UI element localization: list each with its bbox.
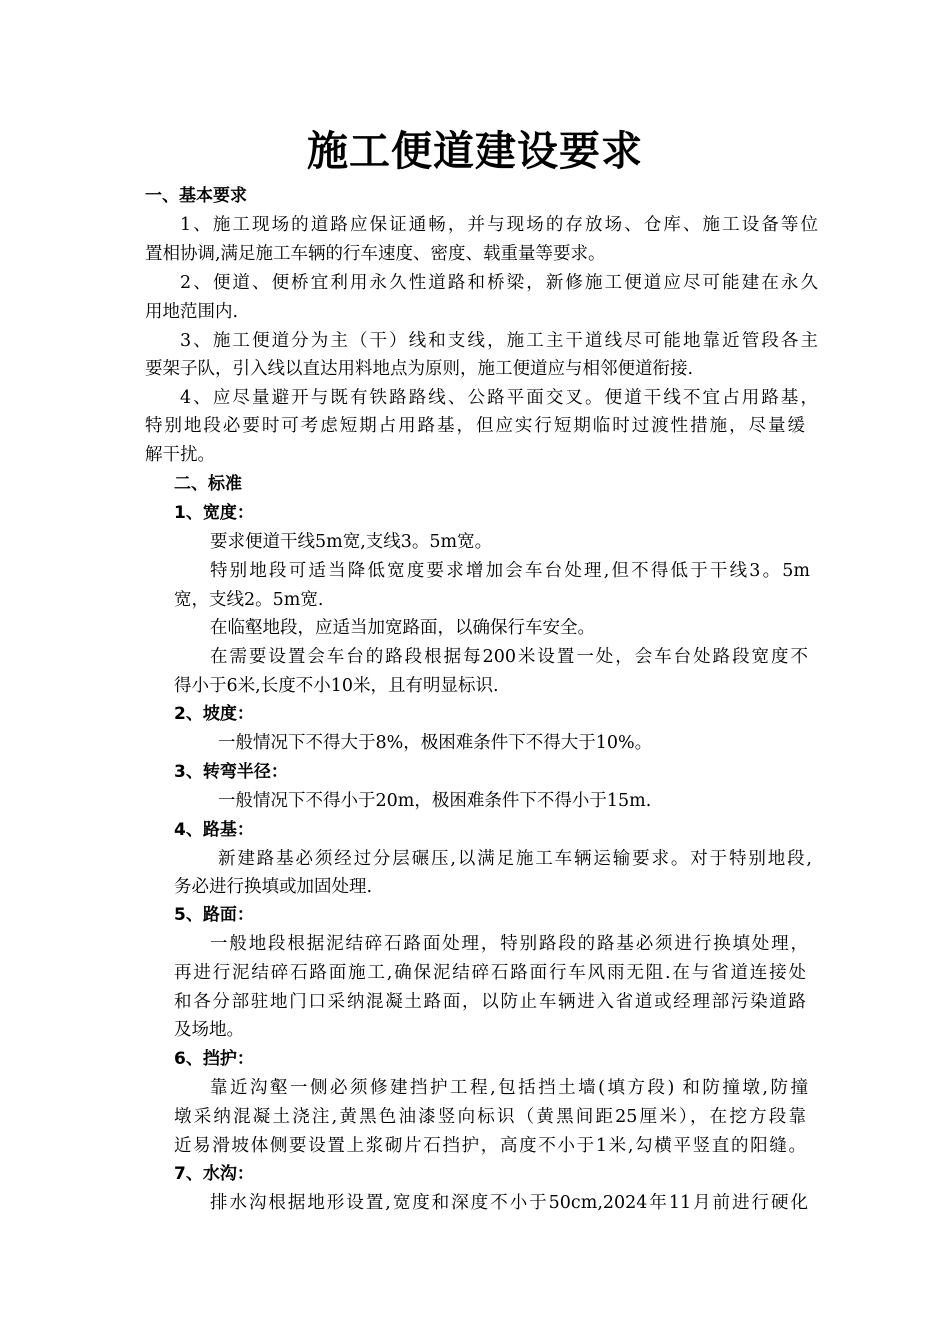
paragraph-line: 在临壑地段，应适当加宽路面，以确保行车安全。 [210, 618, 595, 638]
subheading-width: 1、宽度： [174, 503, 254, 523]
paragraph-line: 要架子队，引入线以直达用料地点为原则，施工便道应与相邻便道衔接. [145, 359, 694, 379]
paragraph-line: 再进行泥结碎石路面施工,确保泥结碎石路面行车风雨无阻.在与省道连接处 [174, 963, 806, 983]
paragraph-line: 和各分部驻地门口采纳混凝土路面，以防止车辆进入省道或经理部污染道路 [174, 992, 806, 1012]
section-heading-basic: 一、基本要求 [145, 186, 247, 206]
paragraph-line: 4、应尽量避开与既有铁路路线、公路平面交叉。便道干线不宜占用路基， [180, 388, 818, 408]
paragraph-line: 特别地段可适当降低宽度要求增加会车台处理,但不得低于干线3。5m [210, 561, 810, 581]
paragraph-line: 新建路基必须经过分层碾压,以满足施工车辆运输要求。对于特别地段, [218, 849, 812, 869]
paragraph-line: 靠近沟壑一侧必须修建挡护工程,包括挡土墙(填方段) 和防撞墩,防撞 [210, 1078, 808, 1098]
paragraph-line: 得小于6米,长度不小10米，且有明显标识. [174, 676, 499, 696]
paragraph-line: 1、施工现场的道路应保证通畅，并与现场的存放场、仓库、施工设备等位 [180, 215, 818, 235]
subheading-slope: 2、坡度： [174, 704, 254, 724]
paragraph-line: 一般地段根据泥结碎石路面处理，特别路段的路基必须进行换填处理， [210, 934, 808, 954]
paragraph-line: 用地范围内. [145, 302, 239, 322]
paragraph-line: 一般情况下不得小于20m，极困难条件下不得小于15m. [218, 791, 652, 811]
subheading-pavement: 5、路面： [174, 905, 254, 925]
paragraph-line: 一般情况下不得大于8%，极困难条件下不得大于10%。 [218, 733, 653, 753]
paragraph-line: 务必进行换填或加固处理. [174, 877, 373, 897]
paragraph-line: 3、施工便道分为主（干）线和支线，施工主干道线尽可能地靠近管段各主 [180, 331, 818, 351]
subheading-ditch: 7、水沟： [174, 1164, 254, 1184]
subheading-turning-radius: 3、转弯半径： [174, 762, 288, 782]
paragraph-line: 近易滑坡体侧要设置上浆砌片石挡护，高度不小于1米,勾横平竖直的阳缝。 [174, 1136, 806, 1156]
paragraph-line: 排水沟根据地形设置,宽度和深度不小于50cm,2024年11月前进行硬化 [210, 1193, 808, 1213]
paragraph-line: 特别地段必要时可考虑短期占用路基，但应实行短期临时过渡性措施，尽量缓 [145, 416, 805, 436]
paragraph-line: 解干扰。 [145, 445, 215, 465]
paragraph-line: 2、便道、便桥宜利用永久性道路和桥梁，新修施工便道应尽可能建在永久 [180, 273, 818, 293]
paragraph-line: 墩采纳混凝土浇注,黄黑色油漆竖向标识（黄黑间距25厘米），在挖方段靠 [174, 1107, 806, 1127]
section-heading-standard: 二、标准 [174, 474, 242, 494]
subheading-roadbed: 4、路基： [174, 820, 254, 840]
paragraph-line: 宽，支线2。5m宽. [174, 590, 324, 610]
document-title: 施工便道建设要求 [307, 127, 643, 175]
paragraph-line: 及场地。 [174, 1020, 244, 1040]
paragraph-line: 要求便道干线5m宽,支线3。5m宽。 [210, 532, 493, 552]
subheading-retaining: 6、挡护： [174, 1049, 254, 1069]
paragraph-line: 在需要设置会车台的路段根据每200米设置一处，会车台处路段宽度不 [210, 647, 808, 667]
paragraph-line: 置相协调,满足施工车辆的行车速度、密度、载重量等要求。 [145, 244, 606, 264]
